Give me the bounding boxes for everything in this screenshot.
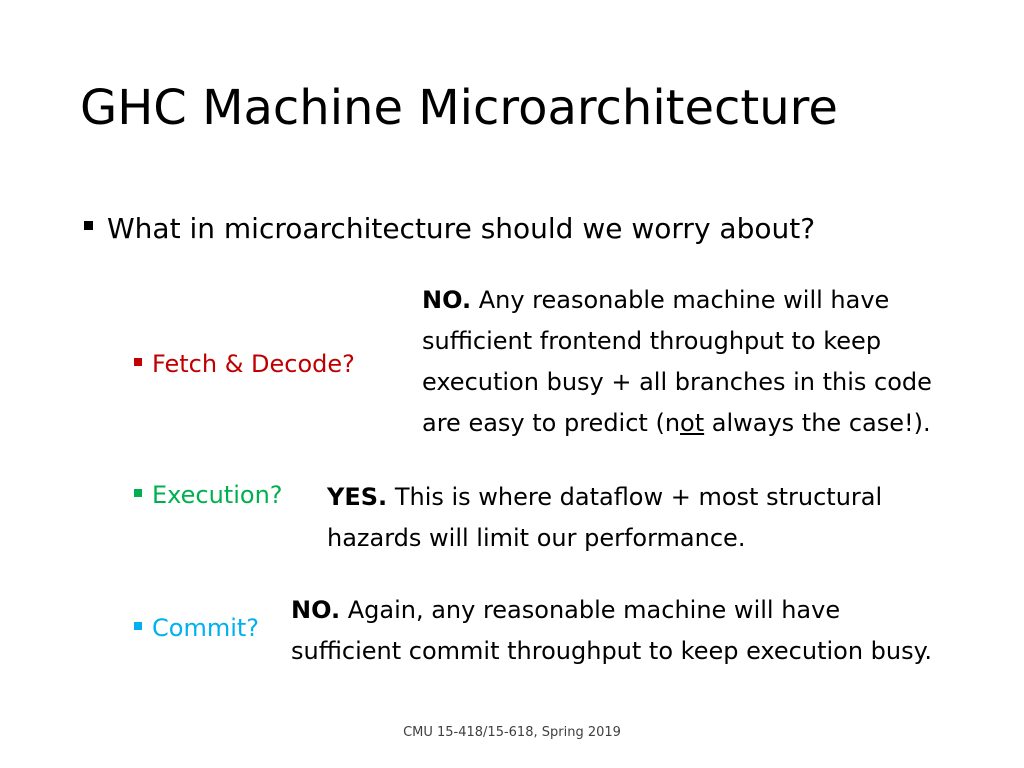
slide-title: GHC Machine Microarchitecture [80,80,838,136]
answer-line: NO. Any reasonable machine will have [422,286,890,314]
sub-bullet-commit [134,614,259,642]
underlined-text: ot [680,409,705,437]
answer-lead: NO. [422,286,472,314]
square-bullet-icon [134,358,142,366]
answer-line: are easy to predict (not always the case!). [422,409,931,437]
answer-line: sufficient commit throughput to keep execution busy. [291,637,933,665]
sub-bullet-label: Fetch & Decode? [152,350,355,378]
answer-line: sufficient frontend throughput to keep [422,327,882,355]
sub-bullet-label: Commit? [152,614,260,642]
answer-commit [291,590,1016,672]
answer-line: NO. Again, any reasonable machine will have [291,596,841,624]
answer-line: hazards will limit our performance. [327,524,746,552]
answer-fetch-decode [422,280,1012,444]
square-bullet-icon [134,622,142,630]
main-bullet-text: What in microarchitecture should we worry about? [107,212,816,245]
answer-line: execution busy + all branches in this code [422,368,932,396]
main-bullet [84,212,815,245]
slide-footer: CMU 15-418/15-618, Spring 2019 [403,725,621,740]
answer-lead: NO. [291,596,341,624]
sub-bullet-fetch-decode [134,350,355,378]
answer-lead: YES. [327,483,388,511]
sub-bullet-execution [134,481,283,509]
answer-line: YES. This is where dataflow + most structural [327,483,883,511]
square-bullet-icon [84,221,93,230]
sub-bullet-label: Execution? [152,481,283,509]
answer-execution [327,477,1007,559]
square-bullet-icon [134,489,142,497]
